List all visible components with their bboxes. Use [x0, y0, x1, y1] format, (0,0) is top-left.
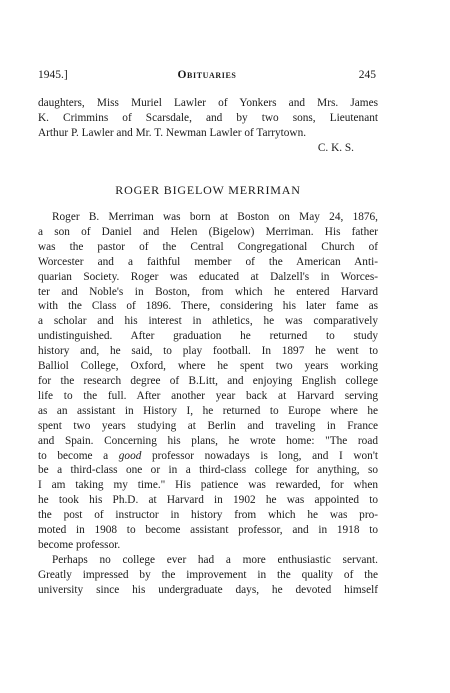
text-line: for the research degree of B.Litt, and enjoying English college	[38, 374, 378, 387]
italic-word: good	[118, 449, 142, 462]
text-line: K. Crimmins of Scarsdale, and by two sons, Lieutenant	[38, 111, 378, 124]
header-year: 1945.]	[38, 69, 68, 81]
text-line: be a third-class one or in a third-class college for anything, so	[38, 464, 378, 477]
obituary-title: ROGER BIGELOW MERRIMAN	[115, 183, 301, 197]
text-line: a scholar and his interest in athletics, he was comparatively	[38, 315, 378, 328]
page-number: 245	[358, 69, 376, 81]
text-line: was the pastor of the Central Congregational Church of	[38, 240, 378, 253]
text-line: university since his undergraduate days, he devoted himself	[38, 583, 378, 596]
text-fragment: professor nowadays is long, and I won't	[141, 449, 378, 462]
text-line: Worcester and a faithful member of the American Anti-	[38, 255, 378, 268]
text-line: and Spain. Concerning his plans, he wrote home: "The road	[38, 434, 378, 447]
text-line-with-italic	[38, 449, 378, 464]
text-line: with the Class of 1896. There, considering his later fame as	[38, 300, 378, 313]
text-line: daughters, Miss Muriel Lawler of Yonkers and Mrs. James	[38, 97, 378, 109]
text-line: I am taking my time." His patience was rewarded, for when	[38, 479, 378, 492]
text-line: he took his Ph.D. at Harvard in 1902 he was appointed to	[38, 494, 378, 507]
text-line: history and, he said, to play football. In 1897 he went to	[38, 345, 378, 358]
text-line: Arthur P. Lawler and Mr. T. Newman Lawler of Tarrytown.	[38, 126, 307, 139]
running-header	[38, 69, 376, 85]
text-line: spent two years studying at Berlin and traveling in France	[38, 419, 378, 432]
text-fragment: to become a	[38, 449, 119, 462]
text-line: become professor.	[38, 538, 121, 551]
obituary-body	[38, 210, 378, 598]
text-line: Roger B. Merriman was born at Boston on May 24, 1876,	[52, 211, 378, 223]
text-line: Perhaps no college ever had a more enthusiastic servant.	[52, 553, 378, 566]
text-line: Greatly impressed by the improvement in the quality of the	[38, 568, 378, 581]
running-title: Obituaries	[177, 69, 237, 81]
text-line: Balliol College, Oxford, where he spent two years working	[38, 360, 378, 373]
text-line: life to the full. After another year back at Harvard serving	[38, 389, 378, 402]
text-line: the post of instructor in history from which he was pro-	[38, 509, 378, 522]
previous-obituary-ending	[38, 96, 378, 156]
text-line: ter and Noble's in Boston, from which he entered Harvard	[38, 285, 378, 298]
text-line: a son of Daniel and Helen (Bigelow) Merriman. His father	[38, 225, 378, 238]
author-initials: C. K. S.	[317, 141, 354, 154]
text-line: moted in 1908 to become assistant professor, and in 1918 to	[38, 524, 378, 537]
text-line: quarian Society. Roger was educated at Dalzell's in Worces-	[38, 270, 378, 283]
text-line: undistinguished. After graduation he returned to study	[38, 330, 378, 343]
text-line: as an assistant in History I, he returned to Europe where he	[38, 404, 378, 417]
